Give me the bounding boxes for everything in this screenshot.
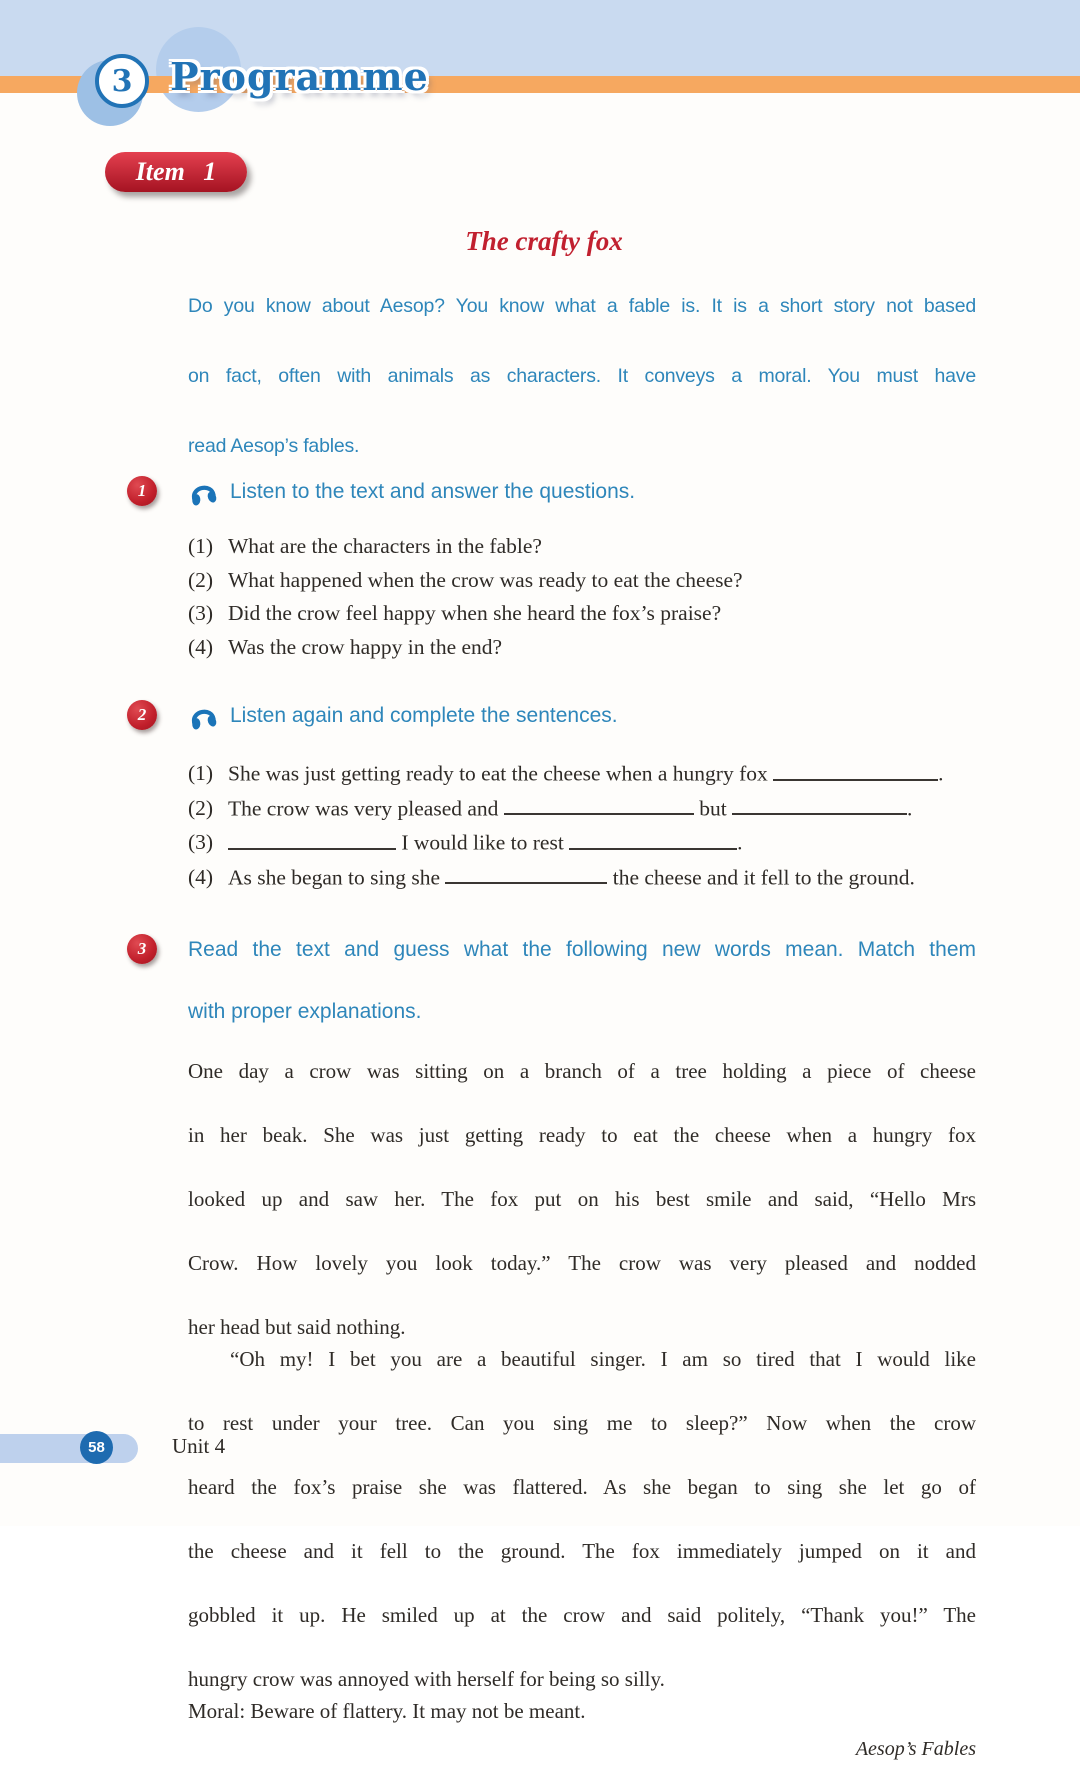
sentence-fragment: The crow was very pleased and <box>228 796 504 821</box>
question-text: Did the crow feel happy when she heard the fox’s praise? <box>228 601 722 625</box>
text-line: the cheese and it fell to the ground. The fox immediately jumped on it and <box>188 1539 976 1564</box>
sentence-fragment: but <box>693 796 733 821</box>
question-row <box>188 597 976 631</box>
fill-in-blank <box>445 860 607 885</box>
sentence-fragment: . <box>907 796 913 821</box>
exercise-1 <box>137 476 976 664</box>
sentence-row <box>188 791 976 826</box>
attribution: Aesop’s Fables <box>855 1738 976 1761</box>
sentence-number: (2) <box>188 795 214 820</box>
unit-number-badge <box>95 54 149 108</box>
exercise-2 <box>137 700 976 894</box>
sentence-row <box>188 860 976 895</box>
question-number: (1) <box>188 534 214 558</box>
exercise-1-instruction: Listen to the text and answer the questions. <box>230 480 636 503</box>
sentence-row <box>188 756 976 791</box>
text-line: on fact, often with animals as characters. It conveys a moral. You must have <box>188 365 976 387</box>
text-line: with proper explanations. <box>188 1000 422 1024</box>
exercise-2-number-badge <box>127 700 157 730</box>
question-row <box>188 530 976 564</box>
exercise-3-instruction <box>188 934 976 1027</box>
orange-stripe <box>0 76 1080 93</box>
text-line: One day a crow was sitting on a branch of a tree holding a piece of cheese <box>188 1059 976 1084</box>
passage-paragraph-1 <box>188 1055 976 1343</box>
text-line: Crow. How lovely you look today.” The crow was very pleased and nodded <box>188 1251 976 1276</box>
exercise-3-number: 3 <box>137 939 147 959</box>
exercise-2-instruction: Listen again and complete the sentences. <box>230 704 618 727</box>
footer-pill <box>0 1434 138 1463</box>
text-line: hungry crow was annoyed with herself for being so silly. <box>188 1667 665 1692</box>
fill-in-blank <box>504 791 694 816</box>
sentence-text <box>228 756 976 791</box>
sentence-fragment: As she began to sing she <box>228 865 446 890</box>
sentence-number: (4) <box>188 864 214 889</box>
text-line: gobbled it up. He smiled up at the crow and said politely, “Thank you!” The <box>188 1603 976 1628</box>
lesson-content <box>137 226 976 1765</box>
headphones-icon <box>186 699 221 734</box>
sentence-fragment: She was just getting ready to eat the cheese when a hungry fox <box>228 761 774 786</box>
item-badge <box>105 152 247 192</box>
page-title: Programme <box>170 54 429 99</box>
exercise-1-header <box>188 476 976 508</box>
passage-paragraph-2 <box>188 1343 976 1695</box>
moral-line: Moral: Beware of flattery. It may not be meant. <box>188 1699 586 1724</box>
fill-in-blank <box>228 825 396 850</box>
question-number: (3) <box>188 601 214 625</box>
page-number-badge <box>80 1431 113 1464</box>
unit-number: 3 <box>111 63 133 99</box>
sentence-text <box>228 791 976 826</box>
page-number: 58 <box>88 1439 105 1456</box>
unit-footer-label: Unit 4 <box>172 1434 226 1458</box>
text-line: “Oh my! I bet you are a beautiful singer. I am so tired that I would like <box>230 1347 976 1372</box>
question-text: Was the crow happy in the end? <box>228 634 503 659</box>
fill-in-blank <box>773 756 938 781</box>
sentence-fragment: I would like to rest <box>396 830 570 855</box>
fill-in-blank <box>732 791 907 816</box>
text-line: Do you know about Aesop? You know what a fable is. It is a short story not based <box>188 295 976 317</box>
exercise-2-sentences <box>188 756 976 894</box>
sentence-fragment: . <box>938 761 944 786</box>
sentence-text <box>228 825 976 860</box>
exercise-3-number-badge <box>127 934 157 964</box>
sentence-number: (1) <box>188 761 214 785</box>
question-text: What are the characters in the fable? <box>228 534 542 558</box>
question-row <box>188 631 976 665</box>
lesson-title: The crafty fox <box>465 226 623 256</box>
text-line: Read the text and guess what the following new words mean. Match them <box>188 938 976 962</box>
exercise-2-header <box>188 700 976 732</box>
exercise-1-number-badge <box>127 476 157 506</box>
sentence-fragment: . <box>737 830 743 855</box>
intro-paragraph <box>188 289 976 464</box>
sentence-fragment: the cheese and it fell to the ground. <box>607 865 915 890</box>
item-badge-label: Item 1 <box>135 157 217 186</box>
text-line: looked up and saw her. The fox put on his best smile and said, “Hello Mrs <box>188 1187 976 1212</box>
question-row <box>188 564 976 598</box>
sentence-row <box>188 825 976 860</box>
text-line: heard the fox’s praise she was flattered. As she began to sing she let go of <box>188 1475 976 1500</box>
text-line: in her beak. She was just getting ready to eat the cheese when a hungry fox <box>188 1123 976 1148</box>
text-line: to rest under your tree. Can you sing me to sleep?” Now when the crow <box>188 1411 976 1436</box>
fill-in-blank <box>569 825 737 850</box>
exercise-1-number: 1 <box>137 481 147 500</box>
exercise-3 <box>137 934 976 1027</box>
sentence-number: (3) <box>188 830 214 855</box>
text-line: read Aesop’s fables. <box>188 435 360 457</box>
reading-passage <box>188 1055 976 1765</box>
exercise-2-number: 2 <box>137 705 147 724</box>
question-text: What happened when the crow was ready to eat the cheese? <box>228 567 743 592</box>
question-number: (4) <box>188 634 214 659</box>
question-number: (2) <box>188 567 214 592</box>
exercise-1-questions <box>188 530 976 664</box>
sentence-text <box>228 860 976 895</box>
text-line: her head but said nothing. <box>188 1315 406 1340</box>
headphones-icon <box>186 475 221 510</box>
